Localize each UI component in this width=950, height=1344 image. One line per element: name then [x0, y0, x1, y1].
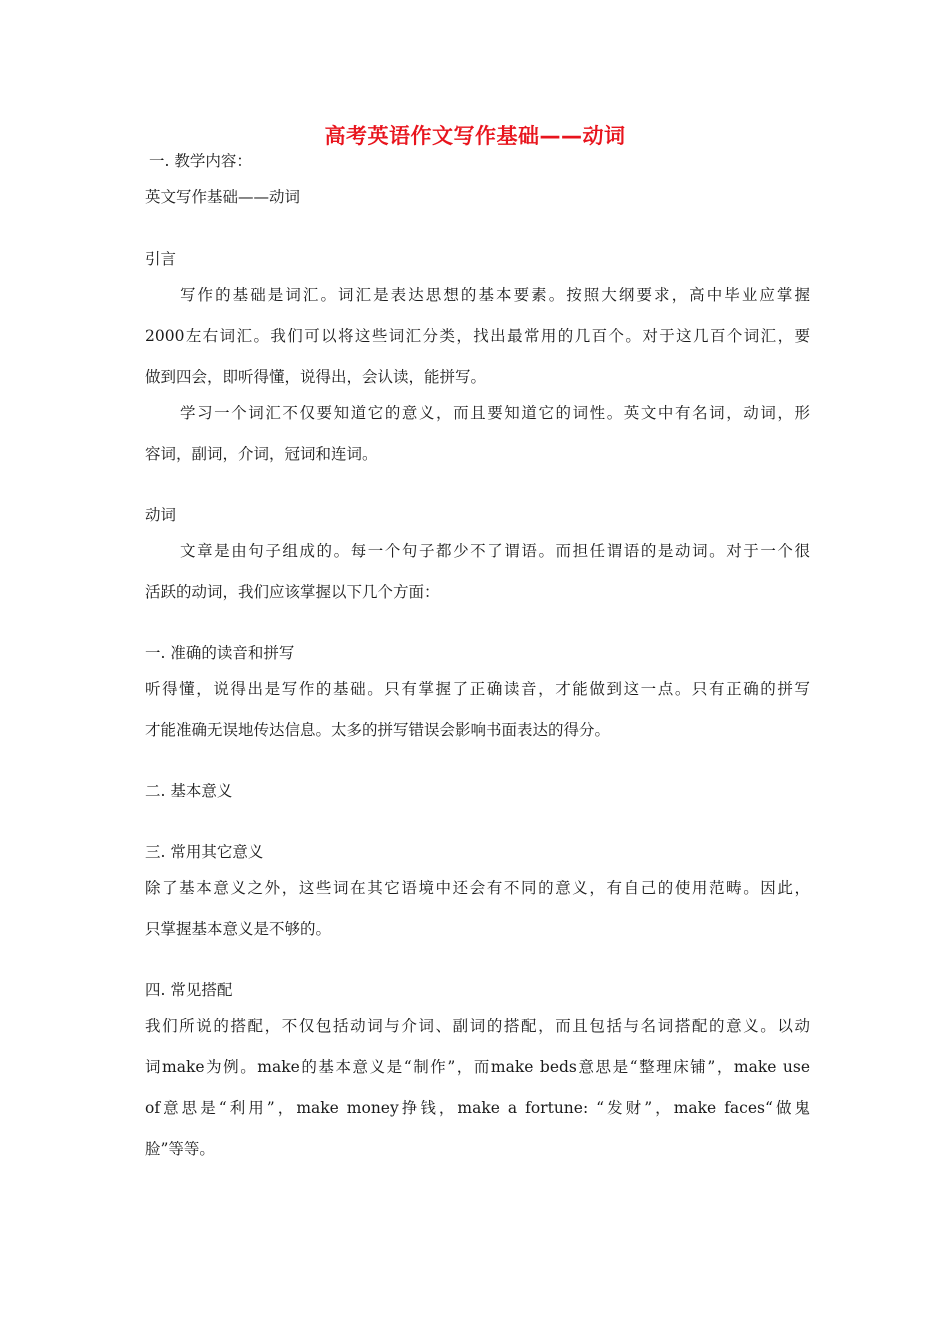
- document-title: 高考英语作文写作基础——动词: [324, 124, 626, 148]
- paragraph-line: 除了基本意义之外，这些词在其它语境中还会有不同的意义，有自己的使用范畴。因此，: [145, 879, 810, 897]
- section-heading-2: 二. 基本意义: [145, 782, 233, 800]
- paragraph-line: 2000左右词汇。我们可以将这些词汇分类，找出最常用的几百个。对于这几百个词汇，要: [145, 327, 810, 345]
- heading-verb: 动词: [145, 506, 177, 524]
- paragraph-line: 活跃的动词，我们应该掌握以下几个方面：: [145, 583, 440, 601]
- paragraph-line: 我们所说的搭配，不仅包括动词与介词、副词的搭配，而且包括与名词搭配的意义。以动: [145, 1017, 810, 1035]
- section-heading-4: 四. 常见搭配: [145, 981, 233, 999]
- paragraph-line: 文章是由句子组成的。每一个句子都少不了谓语。而担任谓语的是动词。对于一个很: [180, 542, 810, 560]
- paragraph-line: 学习一个词汇不仅要知道它的意义，而且要知道它的词性。英文中有名词，动词，形: [180, 404, 810, 422]
- paragraph-line: 写作的基础是词汇。词汇是表达思想的基本要素。按照大纲要求，高中毕业应掌握: [180, 286, 810, 304]
- paragraph-line: 脸”等等。: [145, 1140, 215, 1158]
- paragraph-line: 词make为例。make的基本意义是“制作”，而make beds意思是“整理床铺”，make use: [145, 1058, 810, 1076]
- paragraph-line: of意思是“利用”，make money挣钱，make a fortune: “发财”，make faces“做鬼: [145, 1099, 810, 1117]
- paragraph-line: 容词，副词，介词，冠词和连词。: [145, 445, 378, 463]
- section-heading-1: 一. 准确的读音和拼写: [145, 644, 295, 662]
- paragraph-line: 才能准确无误地传达信息。太多的拼写错误会影响书面表达的得分。: [145, 721, 611, 739]
- paragraph-line: 做到四会，即听得懂，说得出，会认读，能拼写。: [145, 368, 487, 386]
- paragraph-line: 听得懂，说得出是写作的基础。只有掌握了正确读音，才能做到这一点。只有正确的拼写: [145, 680, 810, 698]
- subtitle-line: 英文写作基础——动词: [145, 188, 301, 206]
- section-heading-teaching-content: 一. 教学内容：: [149, 152, 252, 170]
- heading-introduction: 引言: [145, 250, 177, 268]
- paragraph-line: 只掌握基本意义是不够的。: [145, 920, 332, 938]
- section-heading-3: 三. 常用其它意义: [145, 843, 264, 861]
